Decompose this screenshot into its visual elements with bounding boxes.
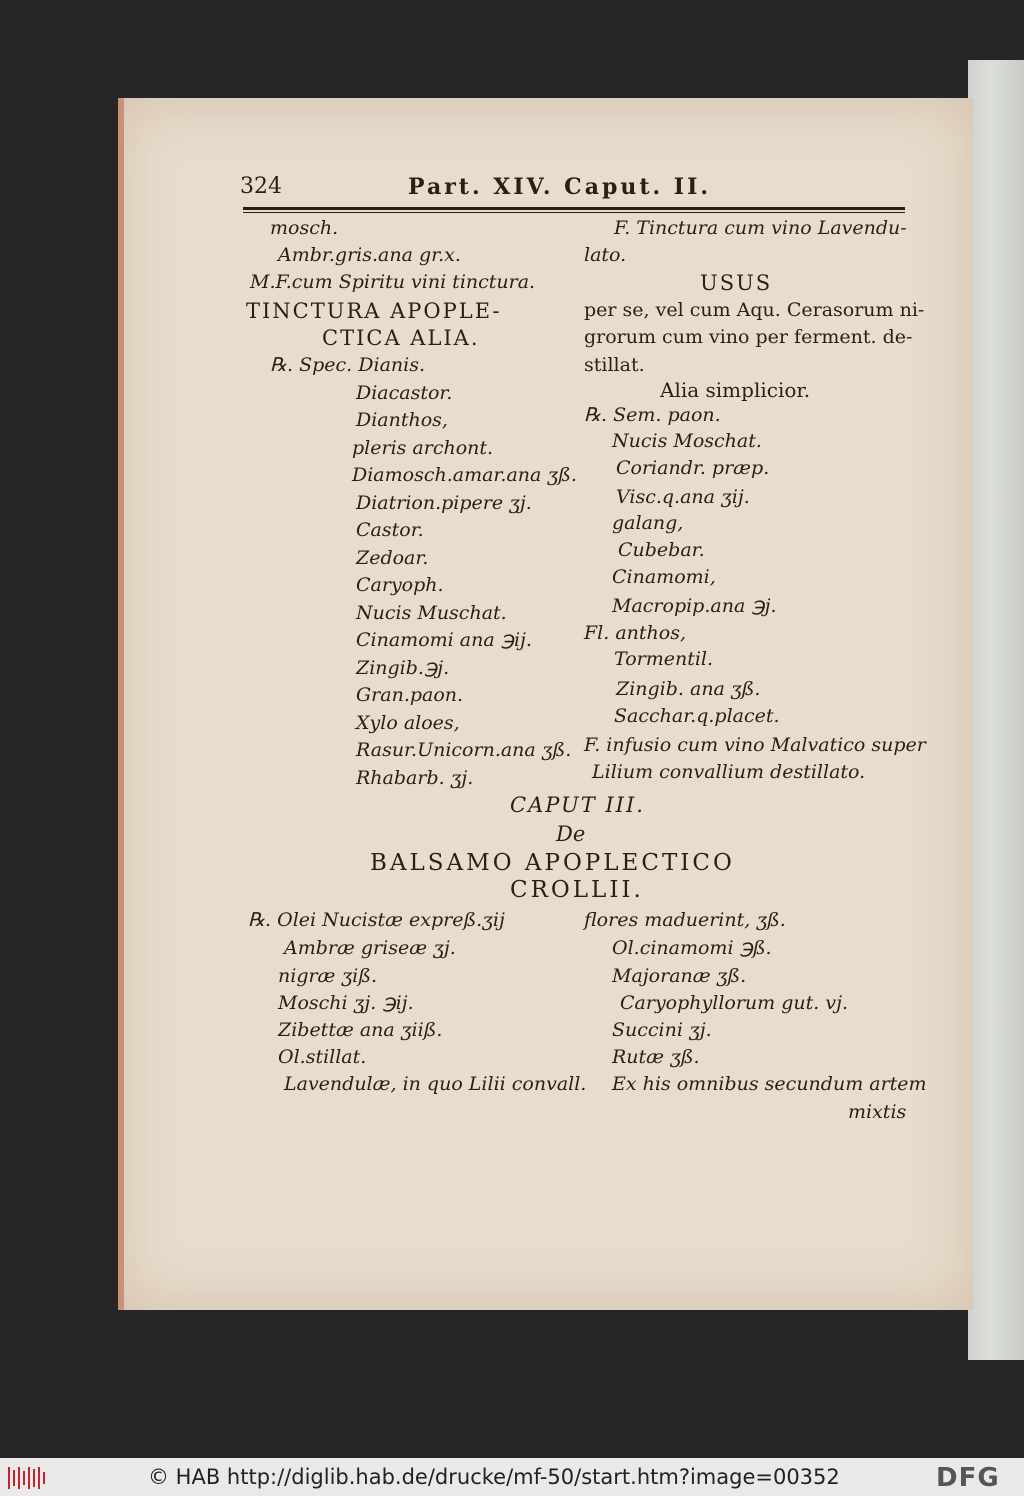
viewer-footer	[0, 1458, 1024, 1496]
recipe-line: Nucis Muschat.	[356, 602, 507, 624]
section-heading-usus: USUS	[700, 271, 773, 295]
recipe-line: Gran.paon.	[356, 684, 464, 706]
section-heading: CTICA ALIA.	[322, 326, 480, 350]
recipe-line: pleris archont.	[352, 437, 494, 459]
running-title: Part. XIV. Caput. II.	[408, 174, 712, 200]
text-line: grorum cum vino per ferment. de-	[584, 326, 913, 348]
recipe-line: Caryophyllorum gut. vj.	[620, 992, 848, 1014]
recipe-line: Diamosch.amar.ana ʒß.	[352, 464, 577, 486]
recipe-line: Lilium convallium destillato.	[592, 761, 866, 783]
subheading: Alia simplicior.	[660, 378, 811, 402]
header-rule-thin	[243, 212, 905, 213]
recipe-line: Cinamomi ana ℈ij.	[356, 629, 532, 651]
chapter-de: De	[556, 822, 586, 846]
text-line: lato.	[584, 244, 627, 266]
recipe-line: Xylo aloes,	[356, 712, 460, 734]
recipe-line: Macropip.ana ℈j.	[612, 595, 777, 617]
recipe-line: Ol.cinamomi ℈ß.	[612, 937, 772, 959]
chapter-title: CAPUT III.	[510, 793, 645, 817]
text-line: F. Tinctura cum vino Lavendu-	[614, 217, 907, 239]
recipe-line: Rutæ ʒß.	[612, 1046, 700, 1068]
page-edge	[118, 98, 124, 1310]
chapter-subject: CROLLII.	[510, 877, 644, 903]
recipe-line: Diacastor.	[356, 382, 453, 404]
recipe-line: ℞. Olei Nucistæ expreß.ʒij	[248, 909, 505, 931]
text-line: per se, vel cum Aqu. Cerasorum ni-	[584, 299, 925, 321]
header-rule	[243, 207, 905, 210]
recipe-line: Rhabarb. ʒj.	[356, 767, 474, 789]
recipe-line: Ex his omnibus secundum artem	[612, 1073, 927, 1095]
text-line: M.F.cum Spiritu vini tinctura.	[250, 271, 536, 293]
recipe-line: Fl. anthos,	[584, 622, 687, 644]
recipe-line: ℞. Spec. Dianis.	[270, 354, 425, 376]
text-line: Ambr.gris.ana gr.x.	[278, 244, 461, 266]
recipe-line: Moschi ʒj. ℈ij.	[278, 992, 414, 1014]
recipe-line: Caryoph.	[356, 574, 444, 596]
recipe-line: Ambræ griseæ ʒj.	[284, 937, 456, 959]
chapter-subject: BALSAMO APOPLECTICO	[370, 850, 735, 876]
recipe-line: ℞. Sem. paon.	[584, 404, 721, 426]
text-line: mosch.	[270, 217, 339, 239]
recipe-line: Cinamomi,	[612, 566, 716, 588]
recipe-line: galang,	[612, 512, 684, 534]
recipe-line: Dianthos,	[356, 409, 448, 431]
recipe-line: flores maduerint, ʒß.	[584, 909, 786, 931]
page-number: 324	[240, 174, 282, 199]
section-heading: TINCTURA APOPLE-	[246, 299, 502, 323]
recipe-line: Visc.q.ana ʒij.	[616, 486, 750, 508]
copyright-link[interactable]: © HAB http://diglib.hab.de/drucke/mf-50/start.htm?image=00352	[148, 1465, 840, 1489]
recipe-line: Rasur.Unicorn.ana ʒß.	[356, 739, 572, 761]
recipe-line: Ol.stillat.	[278, 1046, 367, 1068]
recipe-line: Succini ʒj.	[612, 1019, 712, 1041]
hab-logo-icon	[8, 1467, 48, 1489]
recipe-line: Zingib. ana ʒß.	[616, 678, 761, 700]
recipe-line: nigræ ʒiß.	[278, 965, 377, 987]
recipe-line: Diatrion.pipere ʒj.	[356, 492, 532, 514]
book-page	[118, 98, 973, 1310]
facing-page-edge	[968, 60, 1024, 1360]
recipe-line: Tormentil.	[614, 648, 714, 670]
recipe-line: Coriandr. præp.	[616, 457, 770, 479]
dfg-logo: DFG	[936, 1463, 1000, 1493]
recipe-line: Zibettæ ana ʒiiß.	[278, 1019, 443, 1041]
recipe-line: F. infusio cum vino Malvatico super	[584, 734, 926, 756]
catchword: mixtis	[848, 1101, 907, 1123]
recipe-line: Lavendulæ, in quo Lilii convall.	[284, 1073, 587, 1095]
recipe-line: Sacchar.q.placet.	[614, 705, 780, 727]
recipe-line: Castor.	[356, 519, 424, 541]
text-line: stillat.	[584, 354, 645, 376]
recipe-line: Cubebar.	[618, 539, 705, 561]
recipe-line: Nucis Moschat.	[612, 430, 762, 452]
recipe-line: Zedoar.	[356, 547, 429, 569]
recipe-line: Zingib.℈j.	[356, 657, 450, 679]
recipe-line: Majoranæ ʒß.	[612, 965, 747, 987]
